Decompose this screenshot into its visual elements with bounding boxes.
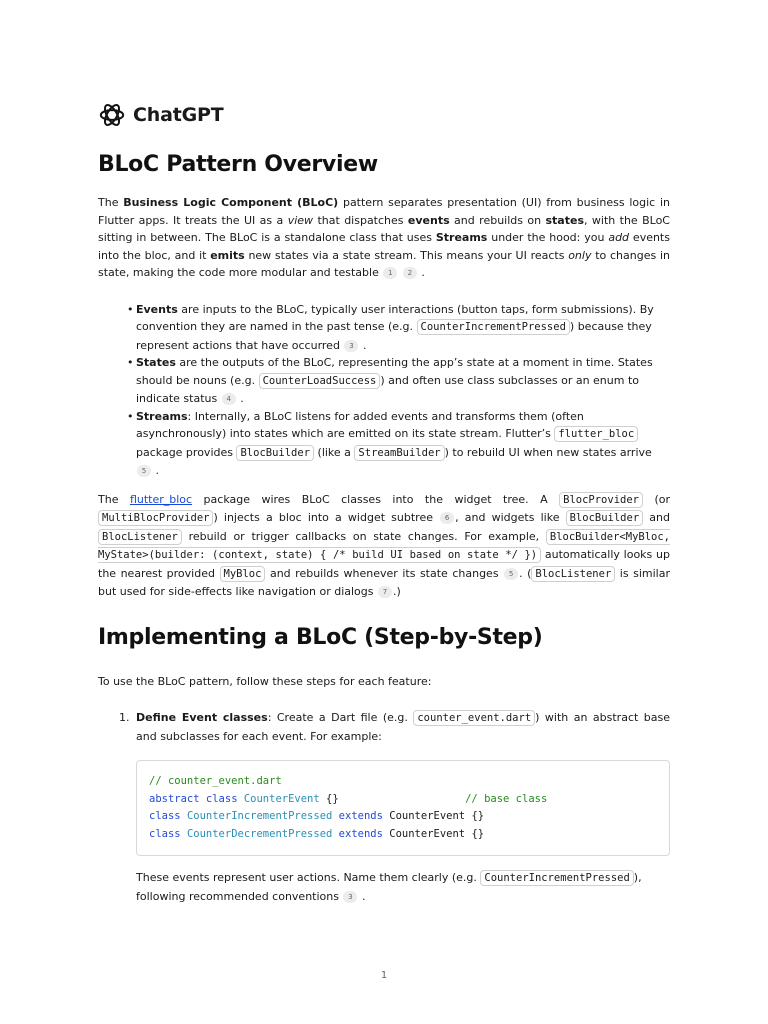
citation-badge[interactable]: 1	[383, 267, 397, 279]
inline-code: BlocProvider	[559, 492, 643, 508]
citation-badge[interactable]: 5	[137, 465, 151, 477]
inline-code: counter_event.dart	[413, 710, 535, 726]
list-item-states: • States are the outputs of the BLoC, representing the app’s state at a moment in time. States should be nouns (e.g. CounterLoadSuccess ) and often use class subclasses or an enum to indicate status 4 .	[136, 354, 670, 408]
list-item-events: • Events are inputs to the BLoC, typically user interactions (button taps, form submissions). By convention they are named in the past tense (e.g. CounterIncrementPressed ) because they represent actions that have occurred 3 .	[136, 301, 670, 355]
citation-badge[interactable]: 4	[222, 393, 236, 405]
openai-logo-icon	[98, 101, 126, 129]
page-number: 1	[380, 970, 388, 981]
inline-code: MultiBlocProvider	[98, 510, 213, 526]
step-item	[119, 709, 670, 905]
inline-code: CounterIncrementPressed	[480, 870, 633, 886]
inline-code: BlocListener	[531, 566, 615, 582]
bloc-concepts-list	[98, 301, 670, 480]
brand-header	[98, 98, 670, 132]
brand-name: ChatGPT	[133, 104, 224, 126]
steps-intro: To use the BLoC pattern, follow these steps for each feature:	[98, 674, 432, 688]
step-number: 1.	[119, 711, 130, 724]
citation-badge[interactable]: 6	[440, 512, 454, 524]
steps-list	[98, 709, 670, 905]
inline-code: StreamBuilder	[354, 445, 444, 461]
document-page	[98, 98, 670, 905]
inline-code: CounterLoadSuccess	[259, 373, 381, 389]
inline-code: BlocBuilder	[236, 445, 314, 461]
inline-code: flutter_bloc	[554, 426, 638, 442]
inline-code: BlocListener	[98, 529, 182, 545]
inline-code: CounterIncrementPressed	[417, 319, 570, 335]
inline-code: BlocBuilder	[566, 510, 644, 526]
section-title-overview: BLoC Pattern Overview	[98, 152, 378, 177]
intro-paragraph: The Business Logic Component (BLoC) pattern separates presentation (UI) from business logic in Flutter apps. It treats the UI as a view that dispatches events and rebuilds on states, with the BLoC sitting in between. The BLoC is a standalone class that uses Streams under the hood: you add events into the bloc, and it emits new states via a state stream. This means your UI reacts only to changes in state, making the code more modular and testable 1 2 .	[98, 196, 670, 279]
citation-badge[interactable]: 7	[378, 586, 392, 598]
step-followup-text: These events represent user actions. Name them clearly (e.g. CounterIncrementPressed ), following recommended conventions 3 .	[136, 871, 642, 903]
inline-code: BlocBuilder<MyBloc, MyState>(builder: (context, state) { /* build UI based on state */ })	[98, 530, 670, 561]
citation-badge[interactable]: 3	[344, 340, 358, 352]
flutter-bloc-paragraph: The flutter_bloc package wires BLoC classes into the widget tree. A BlocProvider (or MultiBlocProvider ) injects a bloc into a widget subtree 6 , and widgets like BlocBuilder and BlocListener rebuild or trigger callbacks on state changes. For example, BlocBuilder<MyBloc, MyState>(builder: (context, state) { /* build UI based on state */ }) automatically looks up the nearest provided MyBloc and rebuilds whenever its state changes 5 . ( BlocListener is similar but used for side-effects like navigation or dialogs 7 .)	[98, 492, 670, 598]
list-item-streams: • Streams: Internally, a BLoC listens for added events and transforms them (often asynchronously) into states which are emitted on its state stream. Flutter’s flutter_bloc package provides BlocBuilder (like a StreamBuilder ) to rebuild UI when new states arrive 5 .	[136, 408, 670, 480]
section-title-implementing: Implementing a BLoC (Step-by-Step)	[98, 624, 543, 650]
citation-badge[interactable]: 3	[343, 891, 357, 903]
flutter-bloc-link[interactable]: flutter_bloc	[129, 492, 193, 506]
citation-badge[interactable]: 5	[504, 568, 518, 580]
inline-code: MyBloc	[220, 566, 266, 582]
citation-badge[interactable]: 2	[403, 267, 417, 279]
code-block: // counter_event.dart abstract class CounterEvent {} // base class class CounterIncrementPressed extends CounterEvent {} class CounterDecrementPressed extends CounterEvent {}	[136, 760, 670, 856]
step-text: Define Event classes: Create a Dart file (e.g. counter_event.dart ) with an abstract base and subclasses for each event. For example:	[136, 711, 670, 743]
